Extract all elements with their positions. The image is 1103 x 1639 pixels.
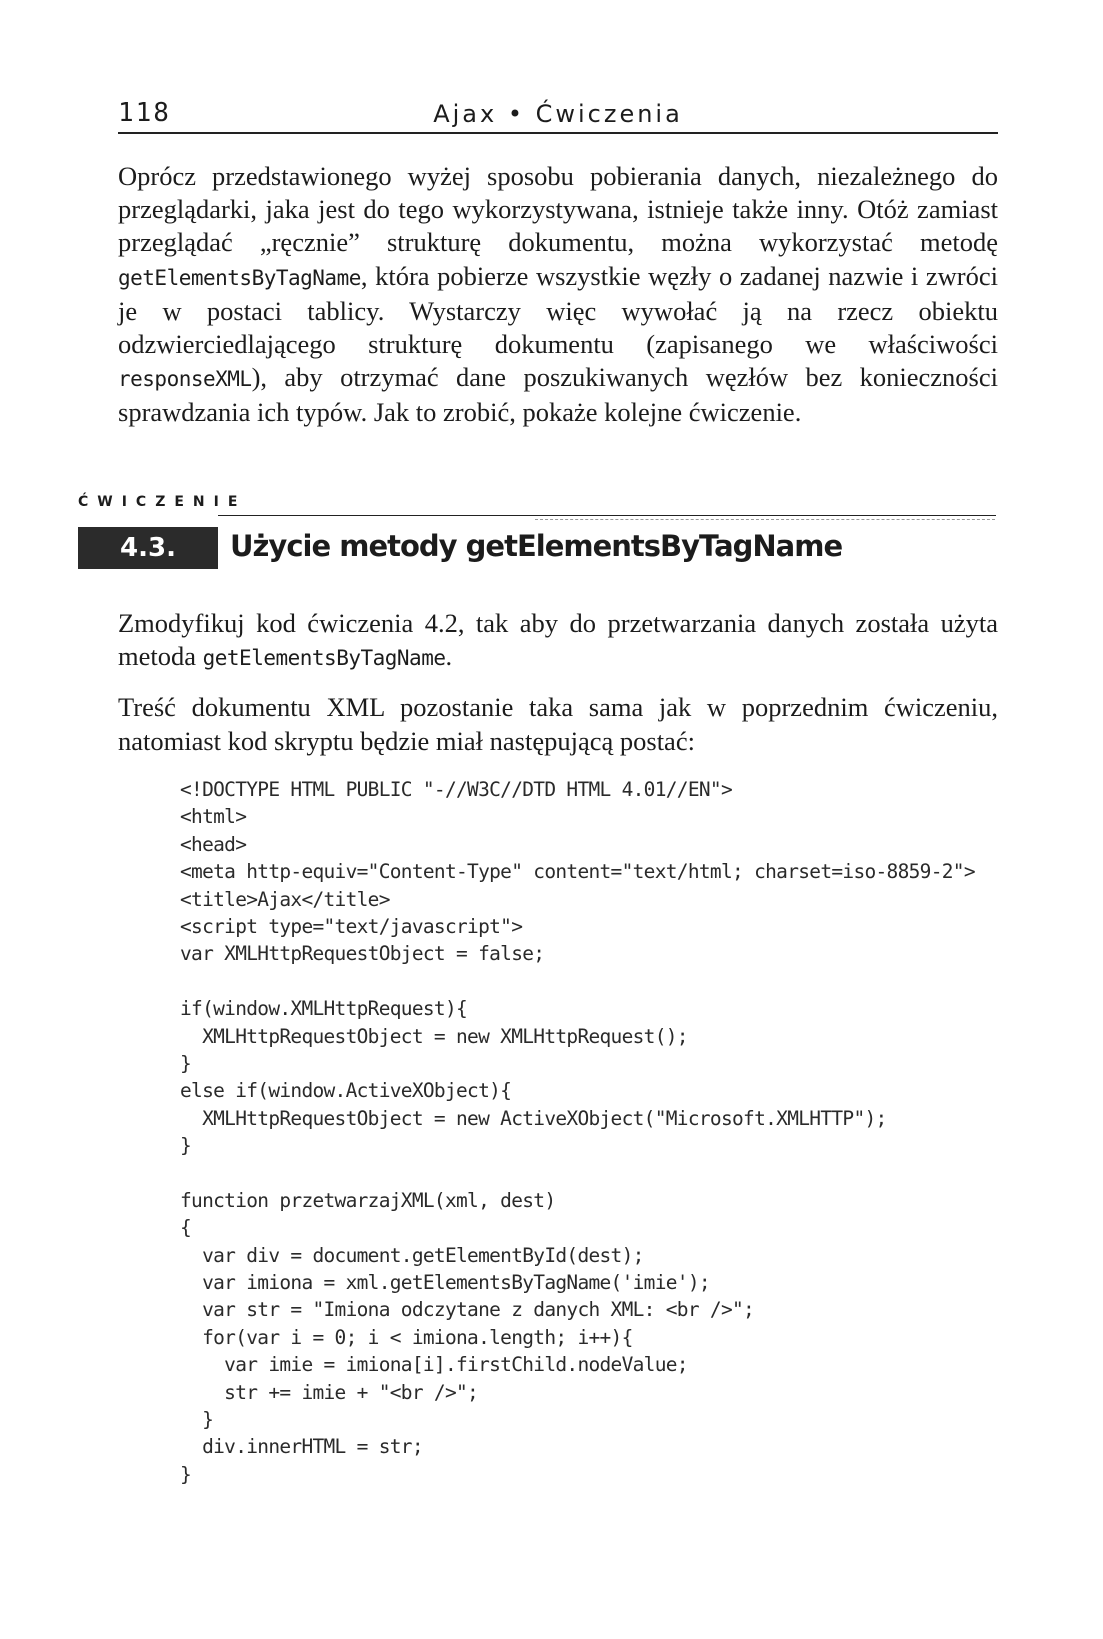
running-head: Ajax • Ćwiczenia xyxy=(433,100,683,128)
page-number: 118 xyxy=(118,98,171,128)
code-line: XMLHttpRequestObject = new ActiveXObject("Microsoft.XMLHTTP"); xyxy=(180,1106,887,1130)
code-line: { xyxy=(180,1216,192,1240)
exercise-task xyxy=(118,607,998,675)
code-line: var str = "Imiona odczytane z danych XML: <br />"; xyxy=(180,1298,755,1322)
intro-code-method: getElementsByTagName xyxy=(118,265,361,290)
code-line: <script type="text/javascript"> xyxy=(180,914,523,938)
code-line: XMLHttpRequestObject = new XMLHttpRequest(); xyxy=(180,1024,688,1048)
intro-text-3: ), aby otrzymać dane poszukiwanych węzłów bez konieczności sprawdzania ich typów. Jak to zrobić, pokaże kolejne ćwiczenie. xyxy=(118,362,998,428)
code-line: } xyxy=(180,1051,192,1075)
code-line: <html> xyxy=(180,805,247,829)
page-header xyxy=(118,92,998,134)
code-line: div.innerHTML = str; xyxy=(180,1435,423,1459)
task-text-2: . xyxy=(445,641,453,672)
code-line: <meta http-equiv="Content-Type" content="text/html; charset=iso-8859-2"> xyxy=(180,860,975,884)
code-line: str += imie + "<br />"; xyxy=(180,1380,479,1404)
code-line: for(var i = 0; i < imiona.length; i++){ xyxy=(180,1325,633,1349)
code-line xyxy=(180,1159,975,1186)
intro-code-property: responseXML xyxy=(118,367,252,392)
intro-text-2: , która pobierze wszystkie węzły o zadanej nazwie i zwróci je w postaci tablicy. Wystarczy więc wywołać ją na rzecz obiektu odzwierciedlającego strukturę dokumentu (zapisanego we właściwości xyxy=(118,260,998,360)
code-line: var XMLHttpRequestObject = false; xyxy=(180,942,545,966)
code-line: <!DOCTYPE HTML PUBLIC "-//W3C//DTD HTML 4.01//EN"> xyxy=(180,778,732,801)
code-line: <head> xyxy=(180,832,247,856)
code-listing xyxy=(180,776,975,1488)
task-text-1: Zmodyfikuj kod ćwiczenia 4.2, tak aby do przetwarzania danych została użyta metoda xyxy=(118,608,998,672)
code-line xyxy=(180,968,975,995)
code-line: } xyxy=(180,1462,192,1486)
code-line: function przetwarzajXML(xml, dest) xyxy=(180,1188,556,1212)
exercise-dotted-rule xyxy=(535,519,995,520)
code-line: <title>Ajax</title> xyxy=(180,887,390,911)
code-line: var imie = imiona[i].firstChild.nodeValue; xyxy=(180,1353,688,1377)
exercise-body xyxy=(118,607,998,774)
code-line: if(window.XMLHttpRequest){ xyxy=(180,997,468,1021)
exercise-rule xyxy=(218,515,996,516)
code-line: else if(window.ActiveXObject){ xyxy=(180,1079,512,1103)
code-line: } xyxy=(180,1407,214,1431)
exercise-number: 4.3. xyxy=(78,527,218,569)
intro-text-1: Oprócz przedstawionego wyżej sposobu pobierania danych, niezależnego do przeglądarki, jaka jest do tego wykorzystywana, istnieje także inny. Otóż zamiast przeglądać „ręcznie” strukturę dokumentu, można wykorzystać metodę xyxy=(118,161,998,258)
intro-paragraph xyxy=(118,160,998,430)
exercise-title: Użycie metody getElementsByTagName xyxy=(230,529,843,563)
code-line: } xyxy=(180,1134,192,1158)
exercise-label: ĆWICZENIE xyxy=(78,494,247,510)
code-line: var imiona = xml.getElementsByTagName('imie'); xyxy=(180,1271,710,1295)
code-line: var div = document.getElementById(dest); xyxy=(180,1243,644,1267)
exercise-paragraph-2: Treść dokumentu XML pozostanie taka sama jak w poprzednim ćwiczeniu, natomiast kod skryptu będzie miał następującą postać: xyxy=(118,692,998,756)
task-code-method: getElementsByTagName xyxy=(202,646,446,671)
